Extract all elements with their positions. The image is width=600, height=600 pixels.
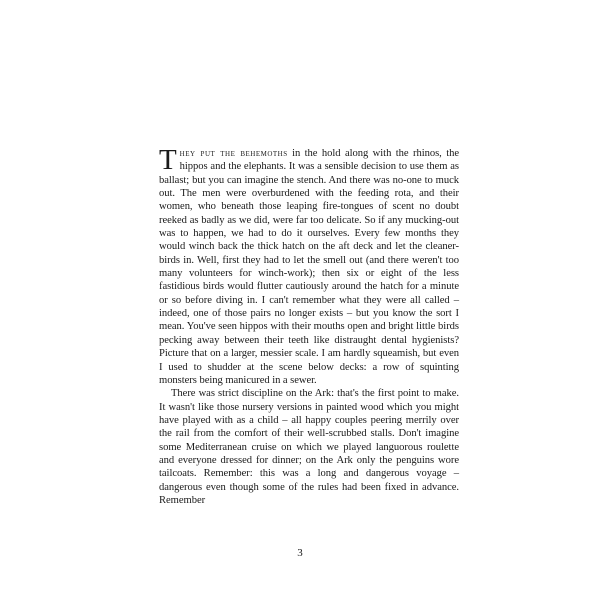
paragraph <box>159 144 459 387</box>
paragraph <box>159 387 459 507</box>
paragraph-text: There was strict discipline on the Ark: that's the first point to make. It wasn't like those nursery versions in painted wood which you might have played with as a child – all happy couples peering merrily over the rail from the comfort of their well-scrubbed stalls. Don't imagine some Mediterranean cruise on which we played languorous roulette and everyone dressed for dinner; on the Ark only the penguins wore tailcoats. Remember: this was a long and dangerous voyage – dangerous even though some of the rules had been fixed in advance. Remember <box>159 388 459 506</box>
drop-cap: T <box>159 144 177 176</box>
page-number: 3 <box>297 547 303 559</box>
body-text <box>159 144 459 507</box>
opening-small-caps: hey put the behemoths <box>179 148 288 159</box>
paragraph-text: in the hold along with the rhinos, the hippos and the elephants. It was a sensible decision to use them as ballast; but you can imagine the stench. And there was no-one to muck out. The men were overburdened with the feeding rota, and their women, who beneath those leaping fire-tongues of scent no doubt reeked as badly as we did, were far too delicate. So if any mucking-out was to happen, we had to do it ourselves. Every few months they would winch back the thick hatch on the aft deck and let the cleaner-birds in. Well, first they had to let the smell out (and there weren't too many volunteers for winch-work); then six or eight of the less fastidious birds would flutter cautiously around the hatch for a minute or so before diving in. I can't remember what they were all called – indeed, one of those pairs no longer exists – but you know the sort I mean. You've seen hippos with their mouths open and bright little birds pecking away between their teeth like distraught dental hygienists? Picture that on a larger, messier scale. I am hardly squeamish, but even I used to shudder at the scene below decks: a row of squinting monsters being manicured in a sewer. <box>159 148 459 386</box>
